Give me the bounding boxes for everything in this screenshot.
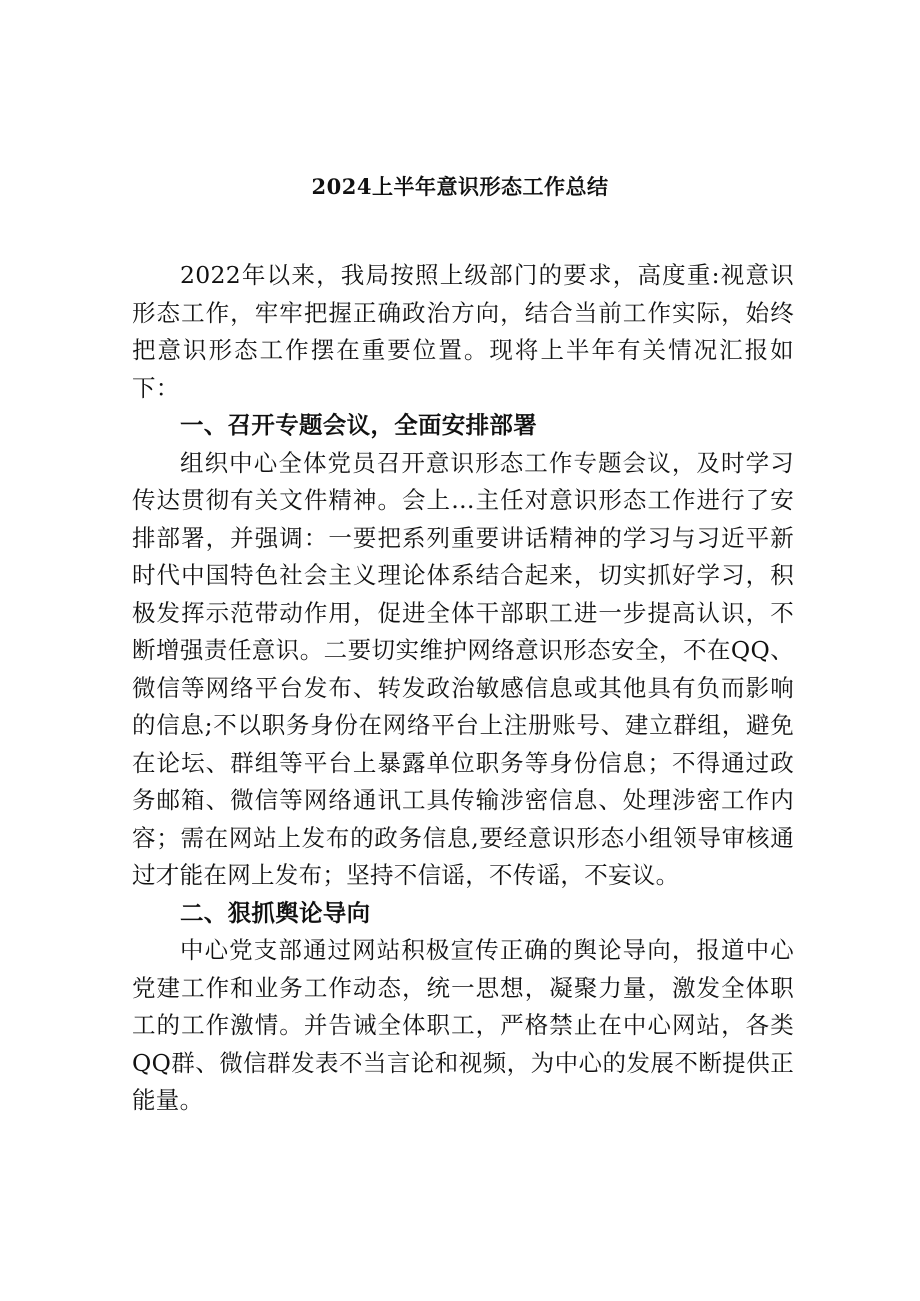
section-1-paragraph: 组织中心全体党员召开意识形态工作专题会议，及时学习传达贯彻有关文件精神。会上…主任对意识形态工作进行了安排部署，并强调：一要把系列重要讲话精神的学习与习近平新时代中国特色社会主义理论体系结合起来，切实抓好学习，积极发挥示范带动作用，促进全体干部职工进一步提高认识，不断增强责任意识。二要切实维护网络意识形态安全，不在QQ、微信等网络平台发布、转发政治敏感信息或其他具有负而影响的信息;不以职务身份在网络平台上注册账号、建立群组，避免在论坛、群组等平台上暴露单位职务等身份信息；不得通过政务邮箱、微信等网络通讯工具传输涉密信息、处理涉密工作内容；需在网站上发布的政务信息,要经意识形态小组领导审核通过才能在网上发布；坚持不信谣，不传谣，不妄议。 <box>132 448 794 889</box>
intro-paragraph: 2022年以来，我局按照上级部门的要求，高度重:视意识形态工作，牢牢把握正确政治方向，结合当前工作实际，始终把意识形态工作摆在重要位置。现将上半年有关情况汇报如下： <box>132 261 794 402</box>
section-heading-2: 二、狠抓舆论导向 <box>180 898 371 927</box>
document-body <box>132 257 794 1120</box>
document-title: 2024上半年意识形态工作总结 <box>311 174 609 199</box>
section-heading-1: 一、召开专题会议，全面安排部署 <box>180 411 537 439</box>
section-2-paragraph: 中心党支部通过网站积极宣传正确的舆论导向，报道中心党建工作和业务工作动态，统一思想，凝聚力量，激发全体职工的工作激情。并告诫全体职工，严格禁止在中心网站，各类QQ群、微信群发表不当言论和视频，为中心的发展不断提供正能量。 <box>132 936 794 1114</box>
